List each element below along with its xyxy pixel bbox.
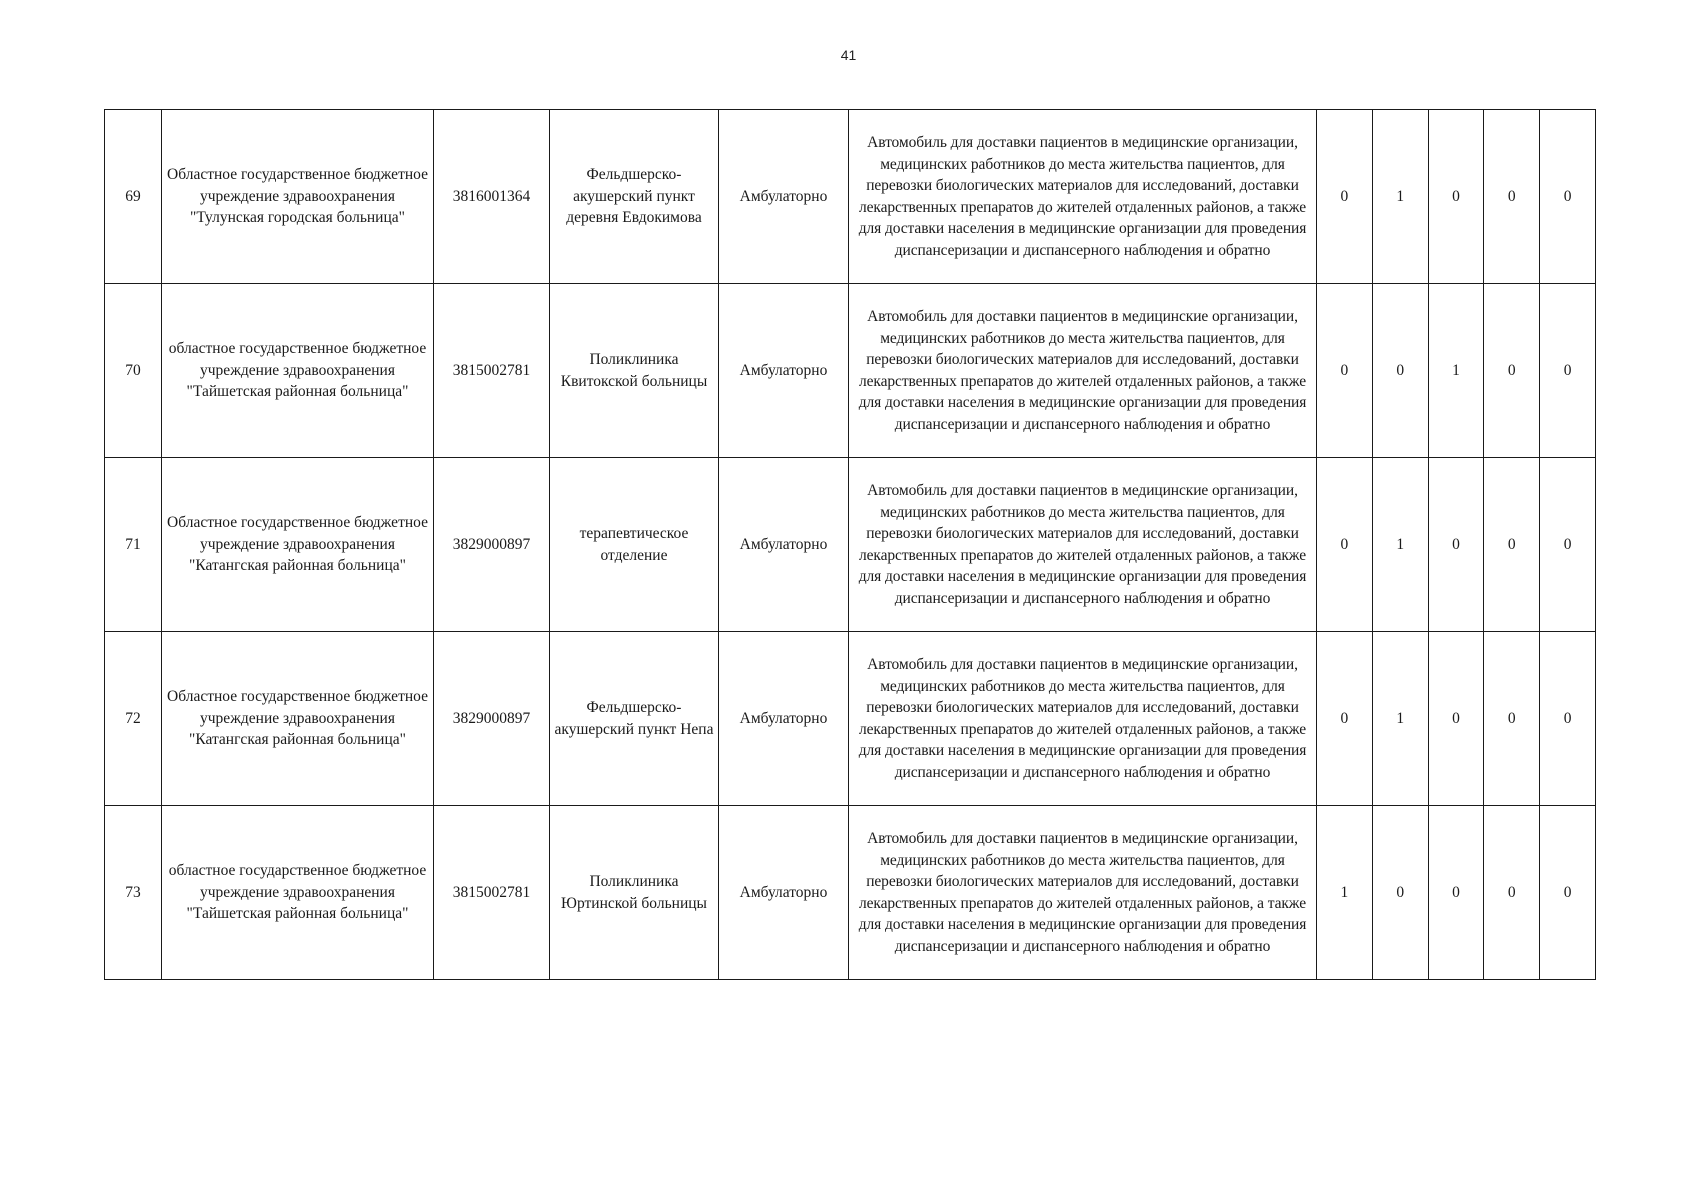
value-cell-4: 0 [1484,284,1540,458]
organization-name: Областное государственное бюджетное учреждение здравоохранения "Тулунская городская больница" [162,110,434,284]
value-cell-2: 1 [1372,632,1428,806]
vehicle-description: Автомобиль для доставки пациентов в медицинские организации, медицинских работников до места жительства пациентов, для перевозки биологических материалов для исследований, доставки лекарственных препаратов до жителей отдаленных районов, а также для доставки населения в медицинские организации для проведения диспансеризации и диспансерного наблюдения и обратно [849,806,1317,980]
inn-code: 3815002781 [434,806,550,980]
unit-name: терапевтическое отделение [550,458,719,632]
value-cell-2: 0 [1372,284,1428,458]
care-condition: Амбулаторно [719,284,849,458]
value-cell-5: 0 [1540,110,1596,284]
value-cell-3: 0 [1428,632,1484,806]
care-condition: Амбулаторно [719,458,849,632]
unit-name: Поликлиника Юртинской больницы [550,806,719,980]
value-cell-3: 1 [1428,284,1484,458]
value-cell-1: 0 [1317,632,1373,806]
value-cell-3: 0 [1428,806,1484,980]
value-cell-1: 0 [1317,284,1373,458]
vehicle-allocation-table [104,109,1596,980]
value-cell-4: 0 [1484,632,1540,806]
value-cell-5: 0 [1540,632,1596,806]
inn-code: 3815002781 [434,284,550,458]
vehicle-description: Автомобиль для доставки пациентов в медицинские организации, медицинских работников до места жительства пациентов, для перевозки биологических материалов для исследований, доставки лекарственных препаратов до жителей отдаленных районов, а также для доставки населения в медицинские организации для проведения диспансеризации и диспансерного наблюдения и обратно [849,632,1317,806]
vehicle-description: Автомобиль для доставки пациентов в медицинские организации, медицинских работников до места жительства пациентов, для перевозки биологических материалов для исследований, доставки лекарственных препаратов до жителей отдаленных районов, а также для доставки населения в медицинские организации для проведения диспансеризации и диспансерного наблюдения и обратно [849,284,1317,458]
inn-code: 3829000897 [434,458,550,632]
value-cell-1: 0 [1317,458,1373,632]
table-row [105,632,1596,806]
value-cell-4: 0 [1484,806,1540,980]
unit-name: Поликлиника Квитокской больницы [550,284,719,458]
value-cell-5: 0 [1540,806,1596,980]
vehicle-description: Автомобиль для доставки пациентов в медицинские организации, медицинских работников до места жительства пациентов, для перевозки биологических материалов для исследований, доставки лекарственных препаратов до жителей отдаленных районов, а также для доставки населения в медицинские организации для проведения диспансеризации и диспансерного наблюдения и обратно [849,110,1317,284]
care-condition: Амбулаторно [719,110,849,284]
row-number: 69 [105,110,162,284]
row-number: 73 [105,806,162,980]
value-cell-2: 1 [1372,458,1428,632]
value-cell-2: 1 [1372,110,1428,284]
table-row [105,458,1596,632]
row-number: 72 [105,632,162,806]
value-cell-4: 0 [1484,110,1540,284]
care-condition: Амбулаторно [719,632,849,806]
value-cell-1: 1 [1317,806,1373,980]
value-cell-1: 0 [1317,110,1373,284]
inn-code: 3829000897 [434,632,550,806]
organization-name: областное государственное бюджетное учреждение здравоохранения "Тайшетская районная больница" [162,806,434,980]
value-cell-2: 0 [1372,806,1428,980]
care-condition: Амбулаторно [719,806,849,980]
table-row [105,284,1596,458]
row-number: 70 [105,284,162,458]
organization-name: Областное государственное бюджетное учреждение здравоохранения "Катангская районная больница" [162,458,434,632]
unit-name: Фельдшерско-акушерский пункт Непа [550,632,719,806]
table-row [105,806,1596,980]
unit-name: Фельдшерско-акушерский пункт деревня Евдокимова [550,110,719,284]
organization-name: Областное государственное бюджетное учреждение здравоохранения "Катангская районная больница" [162,632,434,806]
value-cell-3: 0 [1428,110,1484,284]
vehicle-description: Автомобиль для доставки пациентов в медицинские организации, медицинских работников до места жительства пациентов, для перевозки биологических материалов для исследований, доставки лекарственных препаратов до жителей отдаленных районов, а также для доставки населения в медицинские организации для проведения диспансеризации и диспансерного наблюдения и обратно [849,458,1317,632]
organization-name: областное государственное бюджетное учреждение здравоохранения "Тайшетская районная больница" [162,284,434,458]
value-cell-5: 0 [1540,284,1596,458]
value-cell-5: 0 [1540,458,1596,632]
value-cell-3: 0 [1428,458,1484,632]
row-number: 71 [105,458,162,632]
page-number: 41 [840,47,857,63]
value-cell-4: 0 [1484,458,1540,632]
inn-code: 3816001364 [434,110,550,284]
table-row [105,110,1596,284]
